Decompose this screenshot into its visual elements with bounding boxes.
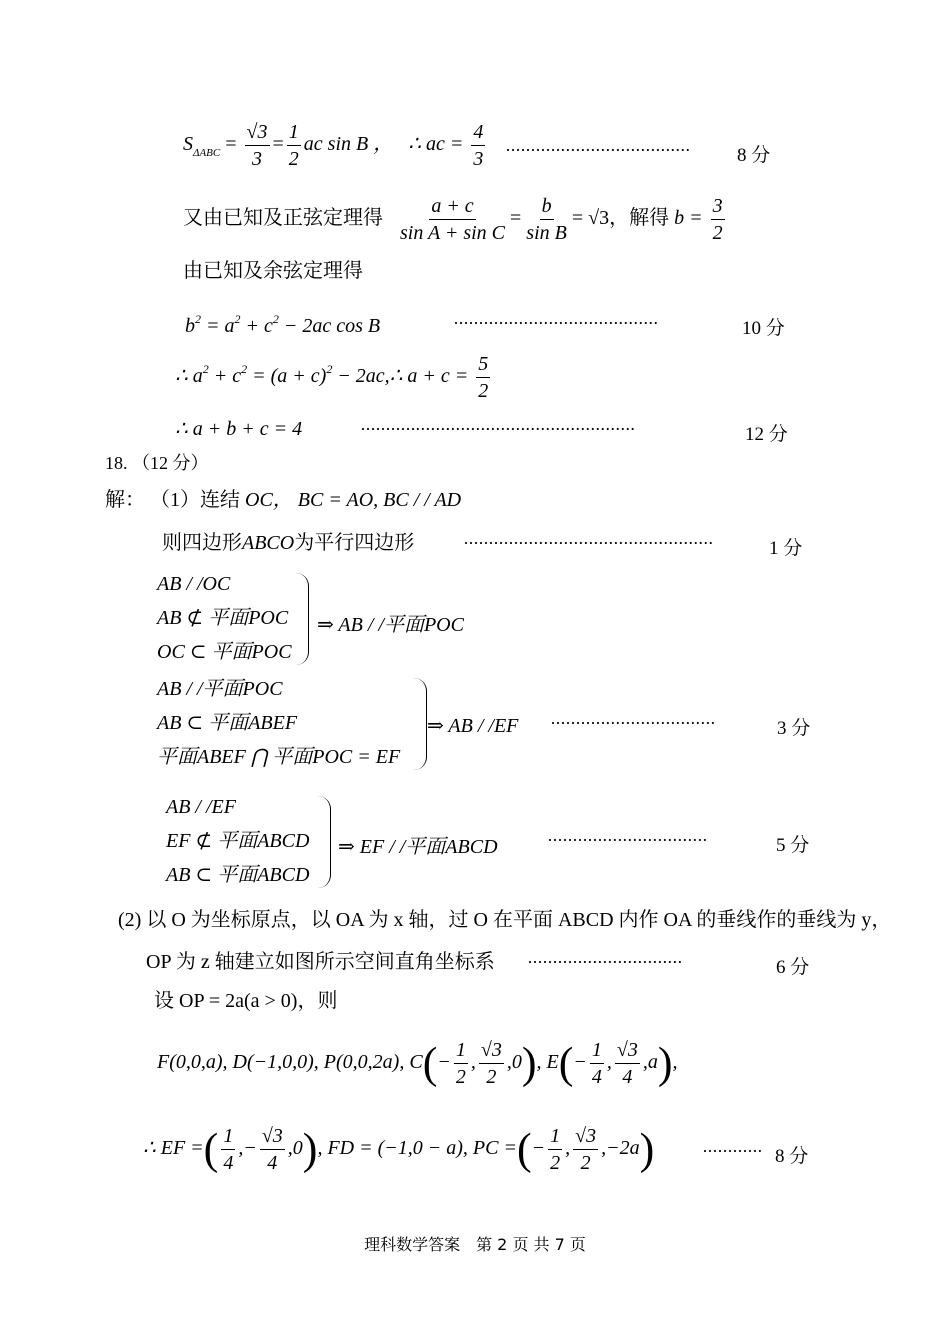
frac-5-over-2: [476, 354, 490, 401]
paren-open: (: [516, 1124, 532, 1174]
paren-close: ): [639, 1124, 655, 1174]
b-equals: b =: [674, 207, 703, 230]
term-2ac: − 2ac cos B: [278, 315, 381, 337]
brace-1: [296, 573, 309, 665]
system-3: [166, 790, 309, 892]
bc-relations: ， BC = AO, BC / / AD: [272, 489, 462, 511]
sine-law-text: 又由已知及正弦定理得: [183, 207, 383, 230]
points-fdp: F(0,0,a), D(−1,0,0), P(0,0,2a), C: [157, 1051, 423, 1074]
numerator: √3: [245, 122, 270, 146]
frac-ef1: [221, 1126, 235, 1173]
numerator: √3: [479, 1040, 504, 1064]
dot-leader: ·········································: [453, 313, 658, 333]
ef-tail: ,0: [287, 1137, 303, 1160]
vec-fd-pc: , FD = (−1,0 − a), PC =: [317, 1137, 517, 1160]
score-1: 1 分: [769, 538, 803, 559]
score-8-b: 8 分: [775, 1146, 809, 1167]
frac-e2: [615, 1040, 640, 1087]
ac-sin-b: ac sin B ，: [303, 133, 394, 156]
sys1-line2: AB ⊄ 平面POC: [157, 607, 289, 629]
square: 2: [272, 312, 279, 326]
square: 2: [195, 312, 201, 326]
dot-leader: ··················································: [463, 533, 713, 553]
square: 2: [202, 362, 209, 377]
frac-pc2: [573, 1126, 598, 1173]
parallelogram-line: [162, 533, 414, 553]
text1: 则四边形: [162, 532, 242, 554]
sys2-line1: AB / /平面POC: [157, 678, 283, 700]
denominator: 2: [455, 1066, 466, 1088]
frac-sqrt3-over-3: [245, 122, 270, 169]
term-a: = a: [201, 315, 235, 337]
denominator: 4: [223, 1152, 234, 1174]
part3: = (a + c): [247, 365, 327, 388]
sys2-conclusion: ⇒ AB / /EF: [427, 715, 519, 737]
solution-part1: [105, 490, 461, 510]
b-var: b: [185, 315, 195, 337]
frac-3-over-2: [711, 196, 725, 243]
frac-pc1: [548, 1126, 562, 1173]
cosine-law-text: 由已知及余弦定理得: [183, 260, 363, 282]
part2-line1: (2) 以 O 为坐标原点，以 OA 为 x 轴，过 O 在平面 ABCD 内作 OA 的垂线作的垂线为 y，: [118, 909, 892, 931]
sys1-line3: OC ⊂ 平面POC: [157, 641, 292, 663]
pc-tail: ,−2a: [601, 1137, 640, 1160]
numerator: √3: [615, 1040, 640, 1064]
system-1: [157, 567, 292, 669]
sys2-line3: 平面ABEF ⋂ 平面POC = EF: [157, 746, 401, 768]
frac-half: [287, 122, 301, 169]
denominator: 2: [486, 1066, 497, 1088]
frac-ef2: [260, 1126, 285, 1173]
oc-segment: OC: [245, 489, 273, 511]
denominator: 4: [591, 1066, 602, 1088]
dot-leader: ································: [547, 830, 707, 850]
numerator: 1: [454, 1040, 468, 1064]
frac-4-over-3: [471, 122, 485, 169]
comma: ,: [672, 1051, 678, 1074]
numerator: √3: [573, 1126, 598, 1150]
square: 2: [234, 312, 241, 326]
frac-b-sinb: [524, 196, 569, 243]
frac-c2: [479, 1040, 504, 1087]
numerator: 1: [548, 1126, 562, 1150]
numerator: b: [540, 196, 554, 220]
sys2-line2: AB ⊂ 平面ABEF: [157, 712, 298, 734]
coordinates-line: F(0,0,a), D(−1,0,0), P(0,0,2a), C(− $\frac{1}{2}$ , $\frac{√3}{2}$ ,0), E(− $\frac{1}{4}$ , $\frac{√3}{4}$ ,a),: [157, 1038, 678, 1088]
sys3-line3: AB ⊂ 平面ABCD: [166, 864, 310, 886]
frac-c1: [454, 1040, 468, 1087]
c-tail: ,0: [506, 1051, 522, 1074]
part1: ∴ a: [175, 365, 203, 388]
score-6: 6 分: [776, 957, 810, 978]
page-footer: 理科数学答案 第 2 页 共 7 页: [364, 1235, 586, 1254]
square: 2: [241, 362, 248, 377]
part2-line2: OP 为 z 轴建立如图所示空间直角坐标系: [146, 951, 495, 973]
frac-e1: [590, 1040, 604, 1087]
dot-leader: ·····································: [505, 140, 690, 160]
brace-2: [414, 678, 427, 770]
denominator: 4: [622, 1066, 633, 1088]
sys3-line1: AB / /EF: [166, 796, 236, 818]
paren-close: ): [657, 1038, 673, 1088]
numerator: 1: [287, 122, 301, 146]
frac-a-plus-c: [398, 196, 507, 243]
dot-leader: ············: [702, 1141, 762, 1161]
paren-close: ): [302, 1124, 318, 1174]
text2: 为平行四边形: [294, 532, 415, 554]
sys1-line1: AB / /OC: [157, 573, 231, 595]
e-tail: ,a: [642, 1051, 658, 1074]
numerator: √3: [260, 1126, 285, 1150]
part2: + c: [208, 365, 242, 388]
denominator: 2: [288, 148, 299, 170]
denominator: 2: [478, 380, 489, 402]
s-symbol: S: [183, 133, 193, 156]
denominator: 2: [712, 222, 723, 244]
score-3: 3 分: [777, 718, 811, 739]
cosine-law-formula: [185, 313, 380, 336]
numerator: 1: [221, 1126, 235, 1150]
score-8-a: 8 分: [737, 145, 771, 166]
numerator: 1: [590, 1040, 604, 1064]
numerator: 4: [471, 122, 485, 146]
score-12: 12 分: [745, 424, 788, 445]
dot-leader: ·······························: [527, 952, 682, 972]
paren-open: (: [558, 1038, 574, 1088]
denominator: sin B: [526, 222, 567, 244]
solution-label: 解：: [105, 489, 145, 511]
abco: ABCO: [242, 532, 295, 554]
part2-line3: 设 OP = 2a(a > 0)，则: [154, 990, 338, 1012]
dot-leader: ·································: [550, 713, 715, 733]
s-subscript: ΔABC: [193, 147, 221, 160]
dot-leader: ·······················································: [360, 419, 635, 439]
vectors-line: ∴ EF =( $\frac{1}{4}$ ,− $\frac{√3}{4}$ ,0), FD = (−1,0 − a), PC =(− $\frac{1}{2}$ , $\frac{√3}{2}$ ,−2a): [143, 1124, 655, 1174]
denominator: 2: [550, 1152, 561, 1174]
sys1-conclusion: ⇒ AB / /平面POC: [317, 614, 464, 636]
connect-text: （1）连结: [150, 489, 240, 511]
equals: =: [225, 133, 237, 156]
system-2: [157, 672, 400, 774]
paren-open: (: [422, 1038, 438, 1088]
numerator: 5: [476, 354, 490, 378]
part4: − 2ac,∴ a + c =: [332, 365, 469, 388]
brace-3: [318, 796, 331, 888]
denominator: 3: [252, 148, 262, 170]
square: 2: [326, 362, 333, 377]
perimeter-result: ∴ a + b + c = 4: [175, 418, 303, 440]
paren-close: ): [521, 1038, 537, 1088]
denominator: 4: [267, 1152, 278, 1174]
question-18-title: 18. （12 分）: [105, 453, 209, 473]
sys3-conclusion: ⇒ EF / /平面ABCD: [338, 836, 498, 858]
denominator: 3: [473, 148, 484, 170]
area-formula-line: $S_{\Delta ABC}$ = $\frac{√3}{3}$ = $\frac{1}{2}$ ac sin B ， ∴ ac = $\frac{4}{3}$: [183, 121, 484, 170]
sqrt3-result: = √3，解得: [571, 207, 670, 230]
denominator: 2: [580, 1152, 591, 1174]
numerator: a + c: [429, 196, 475, 220]
term-c: + c: [240, 315, 273, 337]
score-10: 10 分: [742, 318, 785, 339]
numerator: 3: [711, 196, 725, 220]
vec-ef-label: ∴ EF =: [143, 1137, 204, 1160]
therefore-ac: ∴ ac =: [408, 133, 464, 156]
sys3-line2: EF ⊄ 平面ABCD: [166, 830, 310, 852]
sine-law-line: 又由已知及正弦定理得 $\frac{a + c}{\text{sin A + sin C}}$ = $\frac{b}{\text{sin B}}$ = √3，解得 b = $\frac{3}{2}$: [183, 195, 723, 244]
sum-squares-line: [175, 354, 493, 401]
paren-open: (: [203, 1124, 219, 1174]
score-5: 5 分: [776, 835, 810, 856]
denominator: sin A + sin C: [400, 222, 506, 244]
point-e: , E: [536, 1051, 559, 1074]
